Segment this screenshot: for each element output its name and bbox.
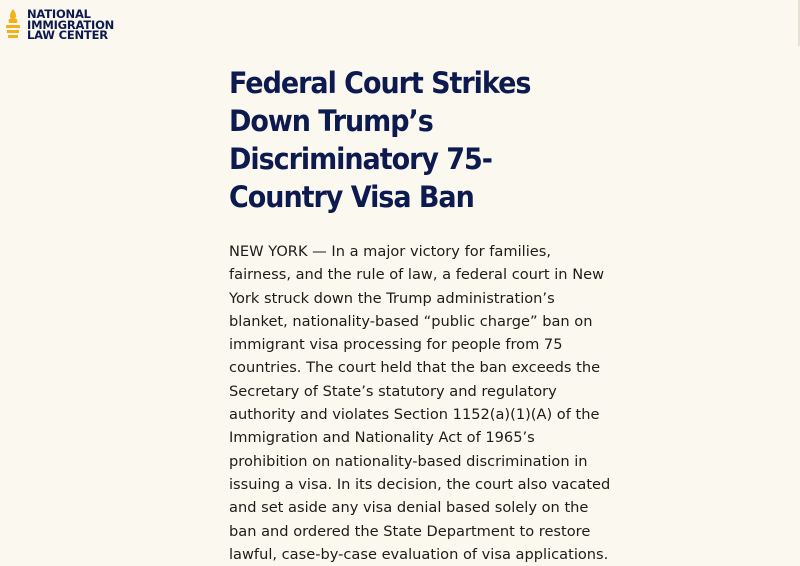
article — [229, 64, 614, 566]
logo-line-2: IMMIGRATION — [27, 17, 115, 32]
article-headline: Federal Court Strikes Down Trump’s Discriminatory 75-Country Visa Ban — [229, 66, 531, 214]
logo-wordmark — [27, 8, 114, 41]
site-logo-link[interactable] — [5, 8, 114, 41]
logo-line-1: NATIONAL — [27, 7, 91, 21]
torch-flame-icon — [5, 8, 21, 40]
logo-line-3: LAW CENTER — [27, 28, 108, 42]
article-body-paragraph: NEW YORK — In a major victory for families, fairness, and the rule of law, a federal court in New York struck down the Trump administration’s blanket, nationality-based “public charge” ban on immigrant visa processing for people from 75 countries. The court held that the ban exceeds the Secretary of State’s statutory and regulatory authority and violates Section 1152(a)(1)(A) of the Immigration and Nationality Act of 1965’s prohibition on nationality-based discrimination in issuing a visa. In its decision, the court also vacated and set aside any visa denial based solely on the ban and ordered the State Department to restore lawful, case-by-case evaluation of visa applications. — [229, 243, 611, 563]
